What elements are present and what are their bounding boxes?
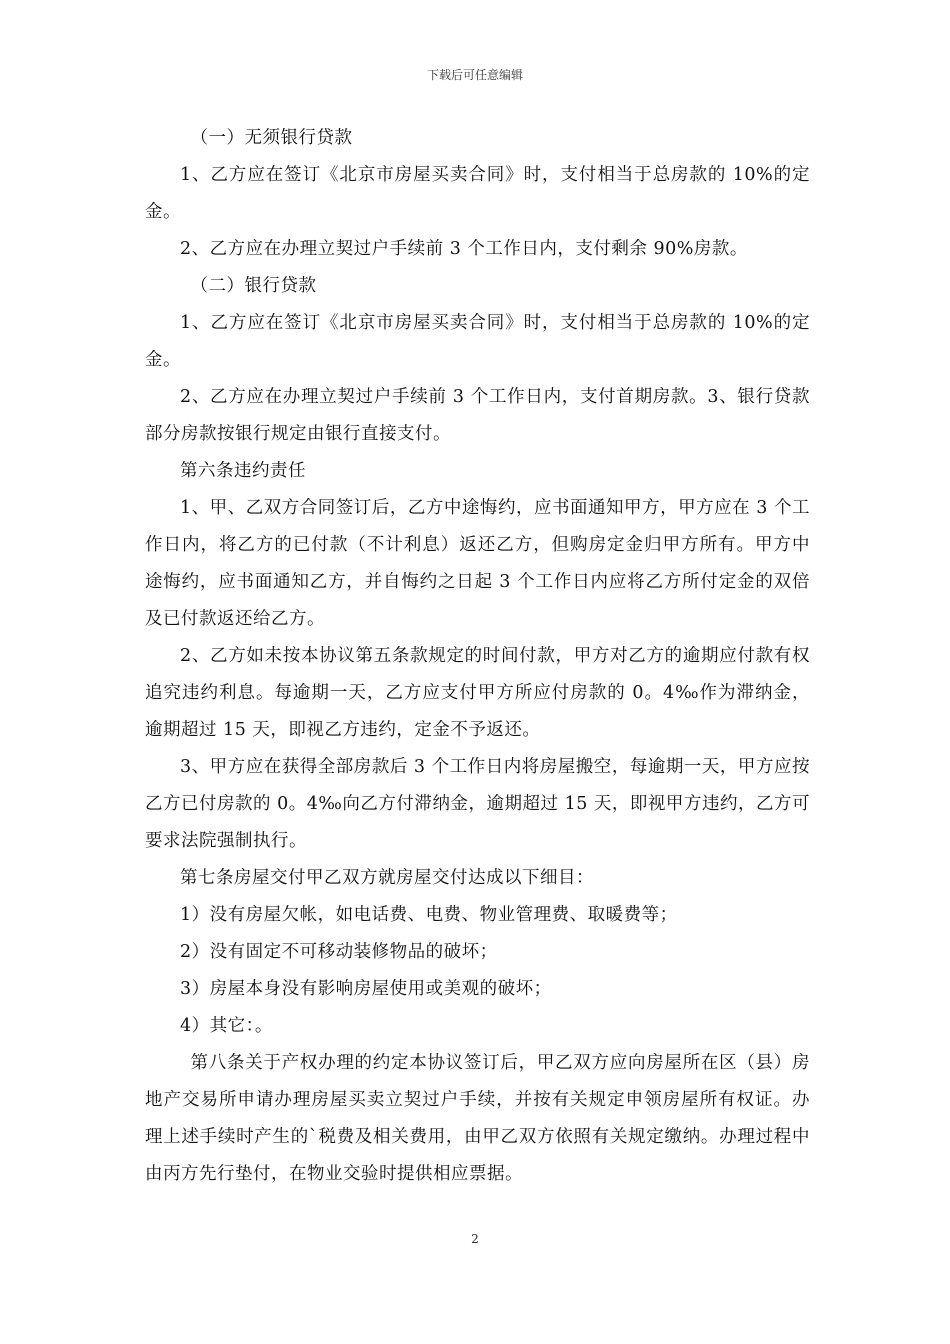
document-body [145, 120, 810, 1193]
paragraph: 3、甲方应在获得全部房款后 3 个工作日内将房屋搬空，每逾期一天，甲方应按乙方已付房款的 0。4‰向乙方付滞纳金，逾期超过 15 天，即视甲方违约，乙方可要求法院强制执行。 [145, 757, 810, 851]
page-header: 下载后可任意编辑 [426, 68, 523, 82]
paragraph: 2、乙方如未按本协议第五条款规定的时间付款，甲方对乙方的逾期应付款有权追究违约利息。每逾期一天，乙方应支付甲方所应付房款的 0。4‰作为滞纳金，逾期超过 15 天，即视乙方违约，定金不予返还。 [145, 646, 810, 740]
list-item: 1）没有房屋欠帐，如电话费、电费、物业管理费、取暖费等； [180, 905, 678, 925]
section-heading-no-loan: （一）无须银行贷款 [190, 128, 353, 148]
paragraph: 2、乙方应在办理立契过户手续前 3 个工作日内，支付首期房款。3、银行贷款部分房款按银行规定由银行直接支付。 [145, 387, 810, 444]
paragraph: 1、乙方应在签订《北京市房屋买卖合同》时，支付相当于总房款的 10%的定金。 [145, 313, 810, 370]
article-heading-breach: 第六条违约责任 [180, 461, 306, 481]
article-heading-delivery: 第七条房屋交付甲乙双方就房屋交付达成以下细目： [180, 868, 594, 888]
paragraph: 1、乙方应在签订《北京市房屋买卖合同》时，支付相当于总房款的 10%的定金。 [145, 165, 810, 222]
page-number: 2 [471, 1232, 479, 1246]
paragraph: 1、甲、乙双方合同签订后，乙方中途悔约，应书面通知甲方，甲方应在 3 个工作日内，将乙方的已付款（不计利息）返还乙方，但购房定金归甲方所有。甲方中途悔约，应书面通知乙方，并自悔约之日起 3 个工作日内应将乙方所付定金的双倍及已付款返还给乙方。 [145, 498, 810, 629]
article-paragraph-title: 第八条关于产权办理的约定本协议签订后，甲乙双方应向房屋所在区（县）房地产交易所申请办理房屋买卖立契过户手续，并按有关规定申领房屋所有权证。办理上述手续时产生的`税费及相关费用，由甲乙双方依照有关规定缴纳。办理过程中由丙方先行垫付，在物业交验时提供相应票据。 [145, 1053, 810, 1184]
section-heading-bank-loan: （二）银行贷款 [190, 276, 317, 296]
list-item: 2）没有固定不可移动装修物品的破坏； [180, 942, 498, 962]
list-item: 4）其它：。 [180, 1016, 273, 1036]
paragraph: 2、乙方应在办理立契过户手续前 3 个工作日内，支付剩余 90%房款。 [180, 239, 748, 259]
list-item: 3）房屋本身没有影响房屋使用或美观的破坏； [180, 979, 552, 999]
